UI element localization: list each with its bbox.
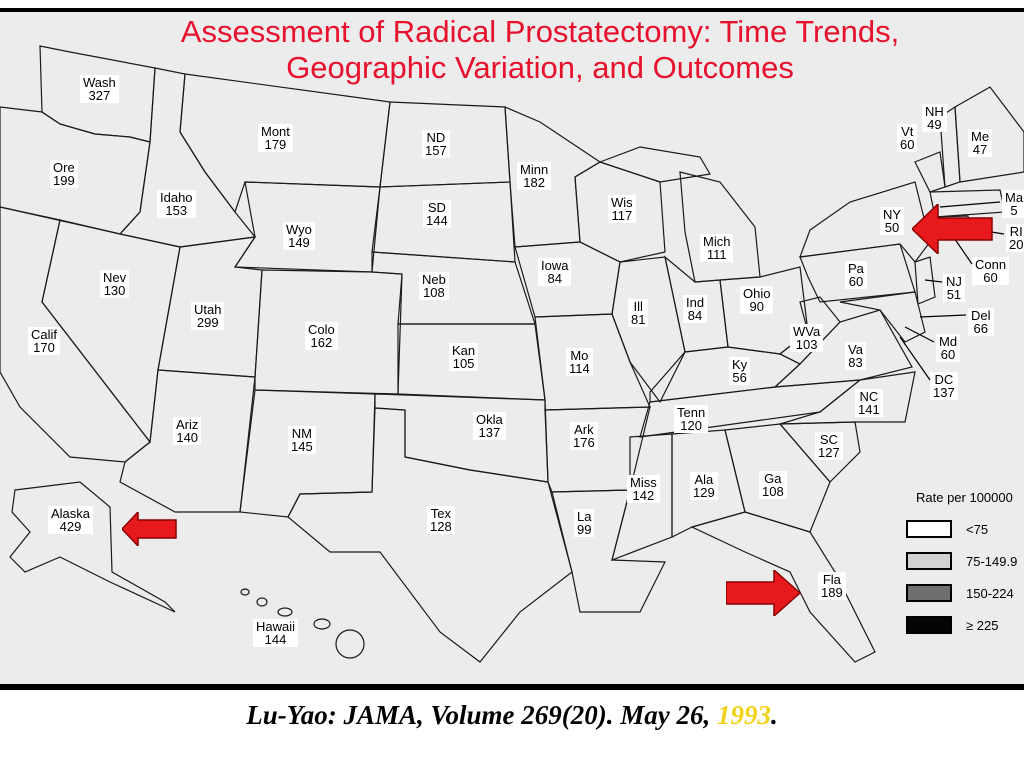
label-miss: Miss 142 — [627, 475, 660, 503]
label-ky: Ky 56 — [729, 357, 750, 385]
label-tex: Tex 128 — [427, 506, 455, 534]
label-colo: Colo 162 — [305, 322, 338, 350]
state-neb — [372, 252, 535, 324]
label-nd: ND 157 — [422, 130, 450, 158]
state-alaska — [10, 482, 175, 612]
legend-swatch — [906, 616, 952, 634]
state-hawaii-island — [336, 630, 364, 658]
arrow-ny — [912, 204, 994, 254]
label-wis: Wis 117 — [608, 195, 636, 223]
legend-label: 75-149.9 — [966, 554, 1018, 569]
state-tenn — [640, 380, 860, 437]
label-alaska: Alaska 429 — [48, 506, 93, 534]
label-mo: Mo 114 — [566, 348, 593, 376]
state-mich — [680, 172, 760, 282]
label-va: Va 83 — [845, 342, 866, 370]
label-ariz: Ariz 140 — [173, 417, 201, 445]
state-tex — [288, 408, 572, 662]
state-ky — [650, 347, 800, 402]
label-sd: SD 144 — [423, 200, 451, 228]
label-okla: Okla 137 — [473, 412, 506, 440]
label-minn: Minn 182 — [517, 162, 551, 190]
legend-swatch — [906, 520, 952, 538]
citation-year: 1993 — [717, 700, 772, 730]
label-calif: Calif 170 — [28, 327, 60, 355]
label-ore: Ore 199 — [50, 160, 78, 188]
label-wva: WVa 103 — [790, 324, 823, 352]
state-hawaii-oahu — [278, 608, 292, 616]
label-vt: Vt 60 — [897, 124, 917, 152]
legend-swatch — [906, 584, 952, 602]
label-idaho: Idaho 153 — [157, 190, 196, 218]
state-vt — [915, 152, 945, 192]
label-pa: Pa 60 — [845, 261, 867, 289]
legend-label: <75 — [966, 522, 989, 537]
citation-text: Lu-Yao: JAMA, Volume 269(20). May 26, — [246, 700, 718, 730]
arrow-fla — [726, 570, 802, 616]
label-wash: Wash 327 — [80, 75, 119, 103]
legend-swatch — [906, 552, 952, 570]
slide-title: Assessment of Radical Prostatectomy: Time Trends, Geographic Variation, and Outcomes — [180, 14, 900, 85]
state-ill — [612, 257, 685, 402]
us-state-map-graphic — [0, 12, 1024, 684]
label-la: La 99 — [574, 509, 594, 537]
state-hawaii-maui — [314, 619, 330, 629]
label-nev: Nev 130 — [100, 270, 129, 298]
citation-end: . — [771, 700, 778, 730]
label-conn: Conn 60 — [972, 257, 1009, 285]
label-nm: NM 145 — [288, 426, 316, 454]
legend-label: 150-224 — [966, 586, 1014, 601]
label-nj: NJ 51 — [943, 274, 965, 302]
label-ga: Ga 108 — [759, 471, 787, 499]
state-idaho — [120, 68, 255, 247]
label-ala: Ala 129 — [690, 472, 718, 500]
state-nc — [780, 372, 915, 424]
label-fla: Fla 189 — [818, 572, 846, 600]
arrow-alaska — [122, 512, 178, 546]
legend-title: Rate per 100000 — [916, 490, 1013, 505]
state-la — [552, 490, 665, 612]
label-ill: Ill 81 — [628, 299, 648, 327]
state-md-del — [840, 292, 925, 342]
label-mass: Ma 5 — [1002, 190, 1024, 218]
label-dc: DC 137 — [930, 372, 958, 400]
label-me: Me 47 — [968, 129, 992, 157]
state-nj — [915, 257, 935, 304]
label-iowa: Iowa 84 — [538, 258, 571, 286]
label-hawaii: Hawaii 144 — [253, 619, 298, 647]
state-hawaii-niihau — [241, 589, 249, 595]
label-nh: NH 49 — [922, 104, 947, 132]
label-neb: Neb 108 — [419, 272, 449, 300]
label-sc: SC 127 — [815, 432, 843, 460]
label-mich: Mich 111 — [700, 234, 733, 262]
label-mont: Mont 179 — [258, 124, 293, 152]
label-wyo: Wyo 149 — [283, 222, 315, 250]
label-ark: Ark 176 — [570, 422, 598, 450]
label-ind: Ind 84 — [683, 295, 707, 323]
legend-label: ≥ 225 — [966, 618, 999, 633]
label-tenn: Tenn 120 — [674, 405, 708, 433]
label-ohio: Ohio 90 — [740, 286, 773, 314]
citation — [0, 700, 1024, 731]
state-mich-up — [600, 147, 710, 182]
state-hawaii-kauai — [257, 598, 267, 606]
label-utah: Utah 299 — [191, 302, 224, 330]
state-nev — [42, 220, 180, 442]
label-ny: NY 50 — [880, 207, 904, 235]
state-ny — [800, 182, 930, 262]
state-calif — [0, 207, 150, 462]
label-md: Md 60 — [936, 334, 960, 362]
label-del: Del 66 — [968, 308, 994, 336]
us-map — [0, 8, 1024, 690]
label-nc: NC 141 — [855, 389, 883, 417]
label-ri: RI 20 — [1006, 224, 1024, 252]
label-kan: Kan 105 — [449, 343, 478, 371]
